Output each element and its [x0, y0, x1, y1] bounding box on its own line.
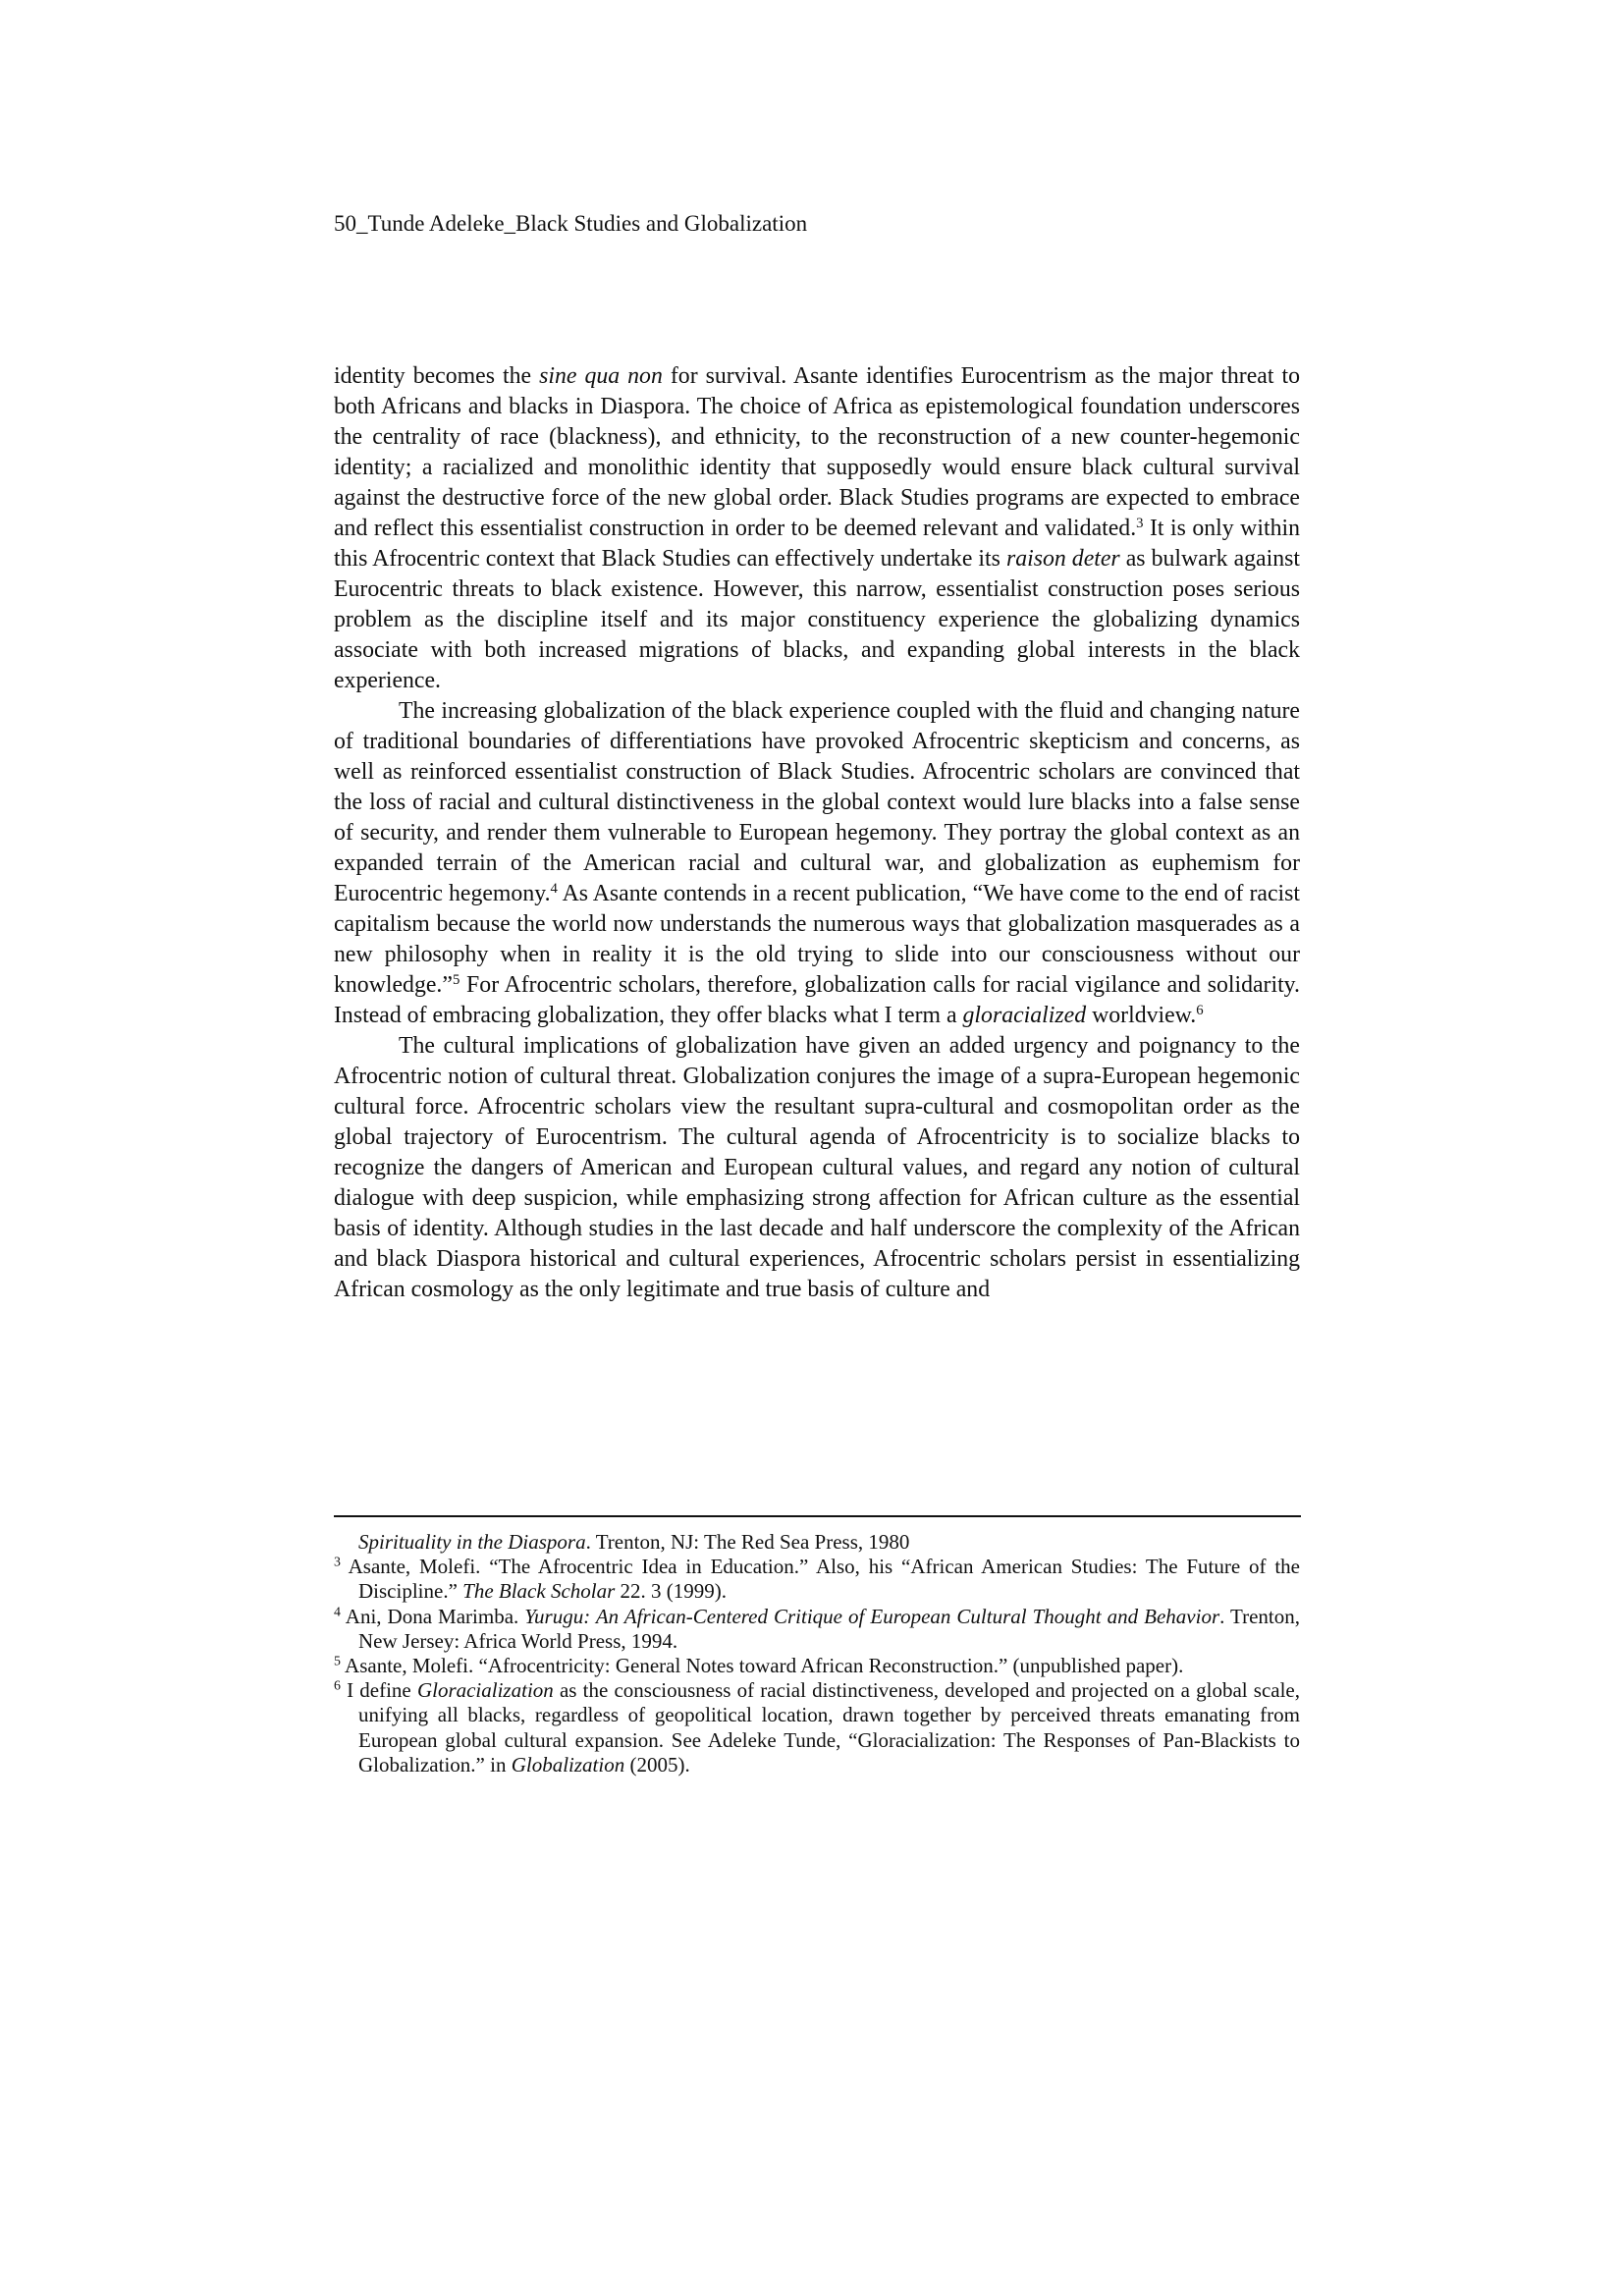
italic-text: Spirituality in the Diaspora: [358, 1530, 586, 1554]
italic-text: Gloracialization: [416, 1678, 554, 1703]
footnote-6: [334, 1678, 1300, 1777]
italic-text: Globalization: [511, 1752, 625, 1777]
text-run: as bulwark against Eurocentric threats to black existence. However, this narrow, essentialist construction poses serious problem as the discipline itself and its major constituency experience the globalizing dynamics associate with both increased migrations of blacks, and expanding global interests in the black experience.: [334, 546, 1300, 693]
footnote-reference: 3: [1136, 515, 1144, 531]
footnote-5: [334, 1654, 1300, 1678]
text-run: The cultural implications of globalization have given an added urgency and poignancy to the Afrocentric notion of cultural threat. Globalization conjures the image of a supra-European hegemonic cultural force. Afrocentric scholars view the resultant supra-cultural and cosmopolitan order as the global trajectory of Eurocentrism. The cultural agenda of Afrocentricity is to socialize blacks to recognize the dangers of American and European cultural values, and regard any notion of cultural dialogue with deep suspicion, while emphasizing strong affection for African culture as the essential basis of identity. Although studies in the last decade and half underscore the complexity of the African and black Diaspora historical and cultural experiences, Afrocentric scholars persist in essentializing African cosmology as the only legitimate and true basis of culture and: [334, 1033, 1300, 1302]
italic-text: raison deter: [1005, 546, 1120, 572]
text-run: . Trenton, New Jersey: Africa World Press, 1994.: [358, 1604, 1300, 1653]
text-run: Asante, Molefi. “The Afrocentric Idea in Education.” Also, his “African American Studies: The Future of the Discipline.”: [340, 1555, 1300, 1604]
text-run: Ani, Dona Marimba.: [340, 1604, 525, 1628]
footnote-continuation: [358, 1530, 1300, 1555]
footnote-number: 3: [334, 1554, 341, 1569]
text-run: I define: [340, 1678, 417, 1703]
text-run: As Asante contends in a recent publication, “We have come to the end of racist capitalism because the world now understands the numerous ways that globalization masquerades as a new philosophy when in reality it is the old trying to slide into our consciousness without our knowledge.”: [334, 881, 1300, 998]
body-text: [334, 361, 1300, 1305]
text-run: The increasing globalization of the black experience coupled with the fluid and changing nature of traditional boundaries of differentiations have provoked Afrocentric skepticism and concerns, as well as reinforced essentialist construction of Black Studies. Afrocentric scholars are convinced that the loss of racial and cultural distinctiveness in the global context would lure blacks into a false sense of security, and render them vulnerable to European hegemony. They portray the global context as an expanded terrain of the American racial and cultural war, and globalization as euphemism for Eurocentric hegemony.: [334, 698, 1300, 906]
body-paragraph: [334, 696, 1300, 1031]
footnote-list: [334, 1555, 1300, 1777]
footnote-number: 5: [334, 1653, 341, 1668]
footnote-3: [334, 1555, 1300, 1604]
text-run: for survival. Asante identifies Eurocentrism as the major threat to both Africans and blacks in Diaspora. The choice of Africa as epistemological foundation underscores the centrality of race (blackness), and ethnicity, to the reconstruction of a new counter-hegemonic identity; a racialized and monolithic identity that supposedly would ensure black cultural survival against the destructive force of the new global order. Black Studies programs are expected to embrace and reflect this essentialist construction in order to be deemed relevant and validated.: [334, 363, 1300, 541]
text-run: identity becomes the: [334, 363, 540, 389]
body-paragraph: [334, 1031, 1300, 1305]
text-run: worldview.: [1086, 1003, 1197, 1028]
footnote-divider: [334, 1515, 1301, 1517]
footnotes: [334, 1530, 1300, 1777]
footnote-reference: 6: [1196, 1002, 1204, 1018]
text-run: (2005).: [624, 1752, 690, 1777]
italic-text: The Black Scholar: [462, 1579, 616, 1604]
footnote-4: [334, 1605, 1300, 1654]
footnote-reference: 5: [452, 971, 460, 988]
italic-text: Yurugu: An African-Centered Critique of European Cultural Thought and Behavior: [524, 1604, 1220, 1628]
text-run: 22. 3 (1999).: [615, 1579, 728, 1604]
text-run: as the consciousness of racial distinctiveness, developed and projected on a global scale, unifying all blacks, regardless of geopolitical location, drawn together by perceived threats emanating from European global cultural expansion. See Adeleke Tunde, “Gloracialization: The Responses of Pan-Blackists to Globalization.” in: [358, 1678, 1300, 1777]
italic-text: gloracialized: [962, 1003, 1087, 1028]
italic-text: sine qua non: [539, 363, 663, 389]
running-head: 50_Tunde Adeleke_Black Studies and Globalization: [334, 211, 808, 236]
footnote-number: 6: [334, 1677, 341, 1693]
text-run: It is only within this Afrocentric context that Black Studies can effectively undertake its: [334, 516, 1300, 572]
text-run: For Afrocentric scholars, therefore, globalization calls for racial vigilance and solidarity. Instead of embracing globalization, they offer blacks what I term a: [334, 972, 1300, 1028]
body-paragraph: [334, 361, 1300, 696]
footnote-number: 4: [334, 1604, 341, 1618]
text-run: . Trenton, NJ: The Red Sea Press, 1980: [585, 1530, 910, 1554]
text-run: Asante, Molefi. “Afrocentricity: General Notes toward African Reconstruction.” (unpublished paper).: [340, 1654, 1184, 1678]
footnote-reference: 4: [550, 880, 558, 897]
